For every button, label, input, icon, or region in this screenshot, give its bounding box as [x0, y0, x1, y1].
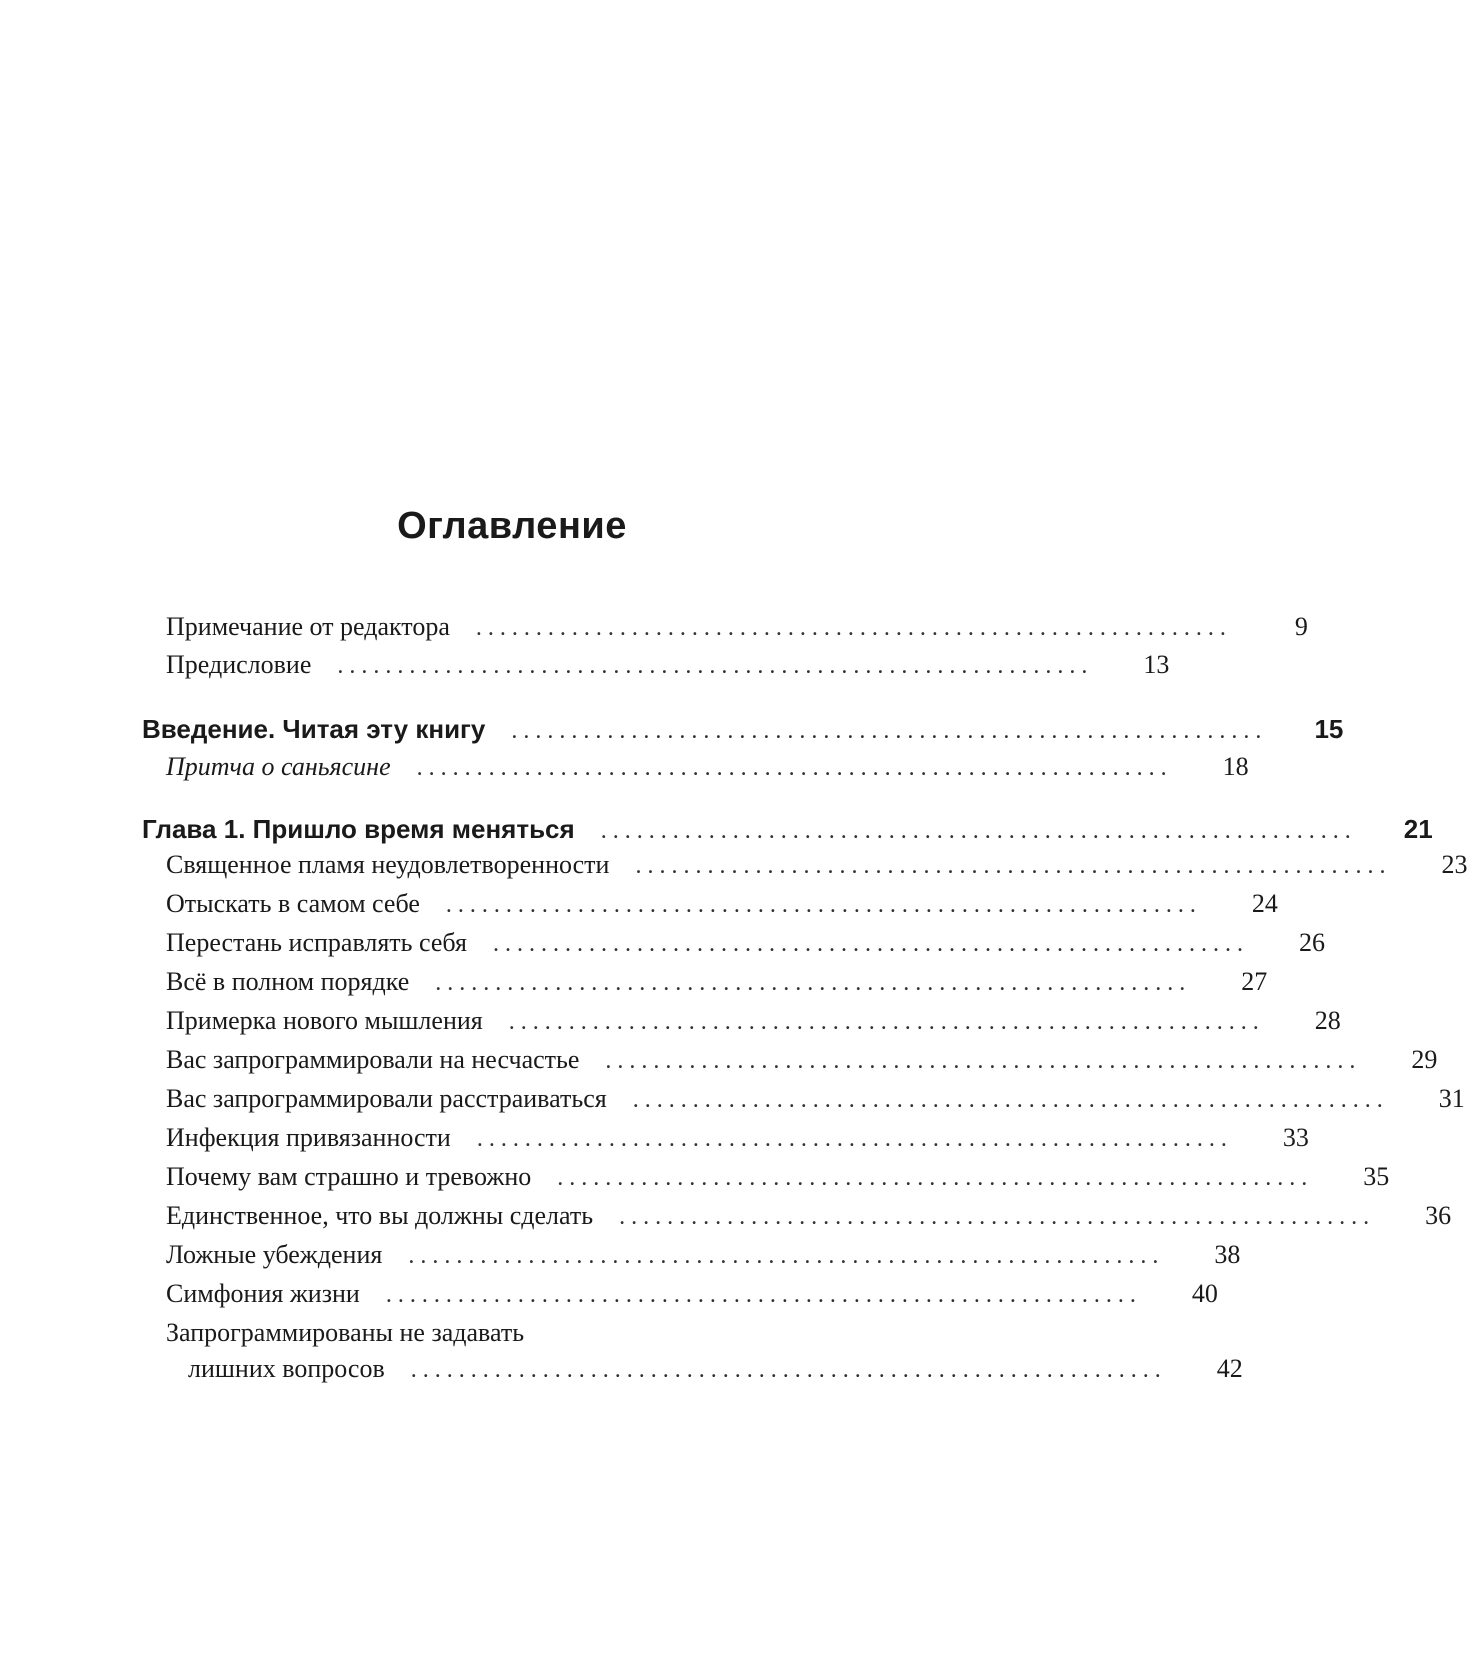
- dot-leader: ...............................................................: [605, 1048, 1362, 1074]
- dot-leader: ...............................................................: [511, 718, 1268, 744]
- dot-leader: ...............................................................: [435, 970, 1192, 996]
- toc-page-number: 21: [1403, 814, 1433, 844]
- toc-entry-label: Всё в полном порядке: [166, 967, 410, 996]
- toc-entry[interactable]: [166, 1123, 1309, 1153]
- toc-entry-label: Примечание от редактора: [166, 612, 450, 641]
- toc-entry-label: лишних вопросов: [188, 1354, 385, 1383]
- toc-entry-label: Симфония жизни: [166, 1279, 360, 1308]
- toc-entry-preface[interactable]: [166, 650, 1170, 680]
- dot-leader: ...............................................................: [492, 931, 1249, 957]
- toc-entry-label: Примерка нового мышления: [166, 1006, 483, 1035]
- toc-entry[interactable]: [166, 1006, 1341, 1036]
- toc-page-number: 36: [1425, 1201, 1452, 1230]
- toc-page-number: 9: [1294, 612, 1308, 641]
- dot-leader: ...............................................................: [416, 755, 1173, 781]
- toc-entry-label: Почему вам страшно и тревожно: [166, 1162, 532, 1191]
- toc-entry[interactable]: [166, 1240, 1241, 1270]
- toc-entry-label: Единственное, что вы должны сделать: [166, 1201, 594, 1230]
- toc-page-number: 33: [1282, 1123, 1309, 1152]
- toc-entry[interactable]: [166, 928, 1325, 958]
- toc-entry[interactable]: [166, 1162, 1390, 1192]
- toc-entry-label: Ложные убеждения: [166, 1240, 383, 1269]
- toc-page-number: 13: [1143, 650, 1170, 679]
- toc-entry[interactable]: [166, 1084, 1465, 1114]
- toc-page-number: 31: [1438, 1084, 1465, 1113]
- toc-page-number: 42: [1216, 1354, 1243, 1383]
- toc-entry-chapter-1[interactable]: [142, 814, 1433, 845]
- toc-page-number: 27: [1241, 967, 1268, 996]
- dot-leader: ...............................................................: [557, 1165, 1314, 1191]
- toc-page-number: 15: [1314, 714, 1344, 744]
- dot-leader: ...............................................................: [619, 1204, 1376, 1230]
- toc-entry-label: Священное пламя неудовлетворенности: [166, 850, 610, 879]
- toc-entry-label: Инфекция привязанности: [166, 1123, 451, 1152]
- dot-leader: ...............................................................: [600, 818, 1357, 844]
- toc-entry-label: Введение. Читая эту книгу: [142, 714, 486, 744]
- toc-page-number: 35: [1363, 1162, 1390, 1191]
- dot-leader: ...............................................................: [385, 1282, 1142, 1308]
- toc-entry-editor-note[interactable]: [166, 612, 1308, 642]
- toc-entry-label: Глава 1. Пришло время меняться: [142, 814, 575, 844]
- dot-leader: ...............................................................: [475, 615, 1232, 641]
- toc-entry-label: Отыскать в самом себе: [166, 889, 420, 918]
- dot-leader: ...............................................................: [476, 1126, 1233, 1152]
- dot-leader: ...............................................................: [635, 853, 1392, 879]
- toc-entry-parable[interactable]: [166, 752, 1249, 782]
- dot-leader: ...............................................................: [508, 1009, 1265, 1035]
- toc-entry[interactable]: [166, 1201, 1452, 1231]
- toc-entry[interactable]: [166, 1045, 1438, 1075]
- toc-page-number: 26: [1298, 928, 1325, 957]
- toc-page-number: 38: [1214, 1240, 1241, 1269]
- toc-entry-label: Перестань исправлять себя: [166, 928, 467, 957]
- toc-entry-label: Предисловие: [166, 650, 312, 679]
- dot-leader: ...............................................................: [445, 892, 1202, 918]
- toc-entry[interactable]: [166, 1279, 1218, 1309]
- toc-entry-wrapped-line2[interactable]: [188, 1354, 1243, 1384]
- toc-page-number: 23: [1441, 850, 1467, 879]
- toc-entry-introduction[interactable]: [142, 714, 1344, 745]
- toc-entry-label: Притча о саньясине: [166, 752, 391, 781]
- toc-page-number: 28: [1314, 1006, 1341, 1035]
- dot-leader: ...............................................................: [632, 1087, 1389, 1113]
- toc-page-number: 40: [1191, 1279, 1218, 1308]
- toc-entry[interactable]: [166, 889, 1278, 919]
- toc-entry-label: Вас запрограммировали расстраиваться: [166, 1084, 607, 1113]
- page-title: Оглавление: [397, 505, 627, 547]
- toc-entry-label: Вас запрограммировали на несчастье: [166, 1045, 580, 1074]
- toc-page-number: 29: [1411, 1045, 1438, 1074]
- toc-page-number: 18: [1222, 752, 1249, 781]
- dot-leader: ...............................................................: [410, 1357, 1167, 1383]
- toc-entry[interactable]: [166, 850, 1467, 880]
- toc-entry-wrapped-line1[interactable]: Запрограммированы не задавать: [166, 1318, 525, 1347]
- dot-leader: ...............................................................: [408, 1243, 1165, 1269]
- toc-entry[interactable]: [166, 967, 1268, 997]
- dot-leader: ...............................................................: [337, 653, 1094, 679]
- toc-page-number: 24: [1251, 889, 1278, 918]
